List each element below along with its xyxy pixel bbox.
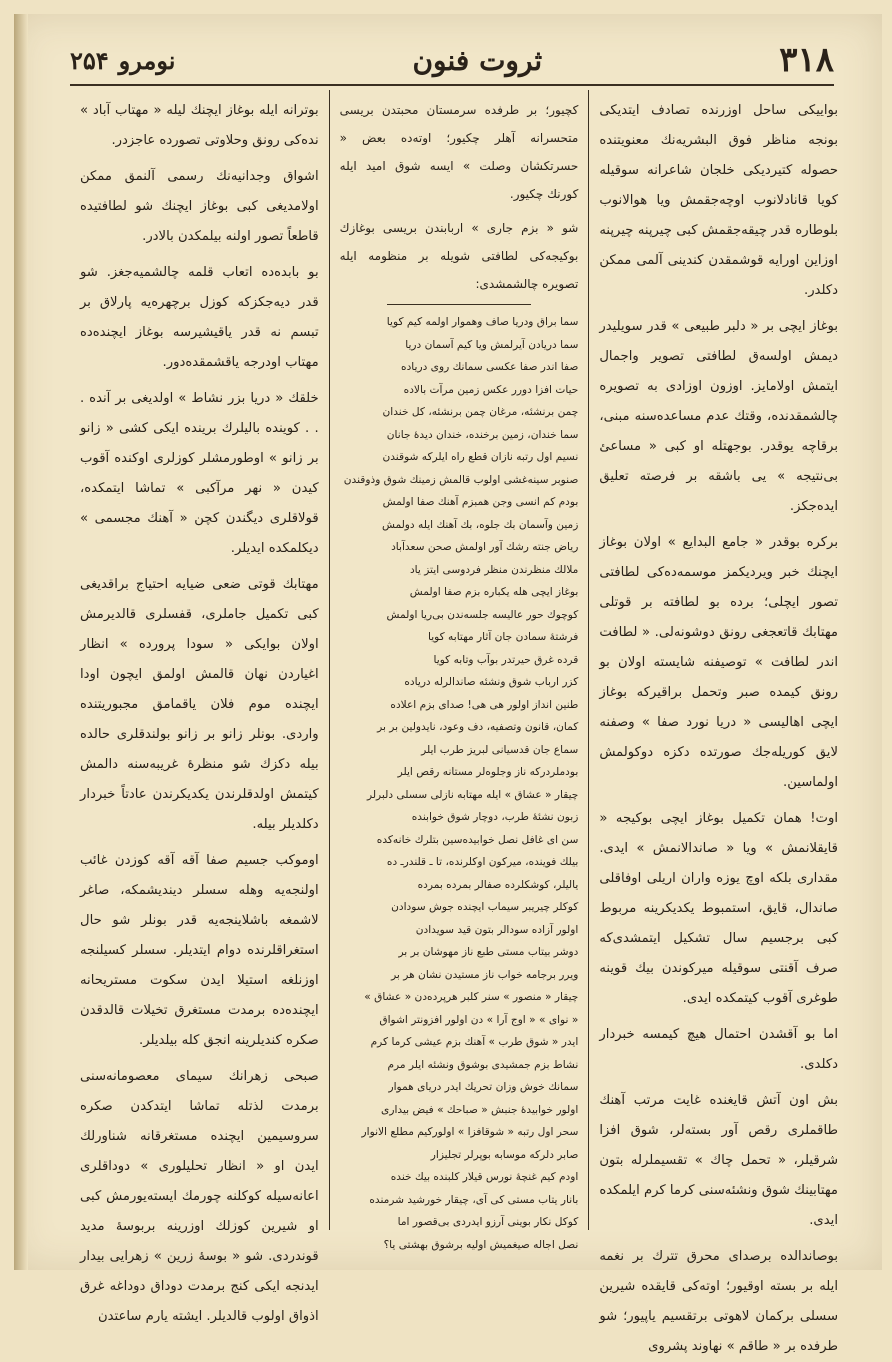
column-middle	[330, 90, 590, 1251]
poem-line: کوکل نکار بوینی آرزو ایدردی بی‌قصور اما	[397, 1216, 579, 1228]
paragraph: مهتابك قوتی ضعی ضیایه احتیاج براقدیغی کبی تکمیل جاملری، قفسلری قالدیرمش اولان بوایکی « سودا پرورده » انظار اغیاردن نهان قالمش اولمق ایچون اودا ایچنده موم فلان یاقمامق مجبوریتنده واردی. بونلر زانو بر زانو بولندقلری حالده بیله دکزك شو منظرهٔ غریبه‌سنه دالمش کیتمش اولدقلرندن یکدیکرندن عادتاً خبردار دکلدیلر بیله.	[79, 577, 319, 832]
poem-line: سن ای غافل نصل خوابیده‌سین بتلرك خانه‌كده	[376, 833, 579, 846]
poem-line: بوغاز ایچی هله یکباره بزم صفا اولمش	[409, 586, 579, 598]
poem-line: زبون نشئهٔ طرب، دوچار شوق خوابنده	[411, 811, 579, 823]
column-left	[70, 90, 330, 1324]
poem-line: سحر اول رتبه « شوقافزا » اولورکیم مطلع الانوار	[361, 1126, 579, 1138]
paragraph: صبحی زهرانك سیمای معصومانه‌سنی برمدت لذتله تماشا ایتدکدن صکره سروسیمین ایچنده مستغرقانه شناورلك ایدن او « انظار تحلیلوری » دوداقلری اعانه‌سیله کوکلنه چورمك ایسته‌یورمش کبی او شیرین کوزلك اوزرینه بربوسهٔ مدید قوندردی. شو « بوسهٔ زرین » زهرایی بیدار ایدنجه ایکی کنج برمدت دوداق دوداغه غرق اذواق اولوب قالدیلر. ایشته یارم ساعتدن	[79, 1069, 319, 1324]
paragraph: شو « بزم جاری » اربابندن بریسی بوغازك بوکیجه‌کی لطافتی شویله بر منظومه ایله تصویره چالشمشدی:	[339, 221, 579, 291]
paragraph: بش اون آتش قایغنده غایت مرتب آهنك طاقملری رقص آور بسته‌لر، شوق افزا شرقیلر، « تحمل چاك » تقسیملرله بتون مهتابینك شوق ونشئه‌سنی کرما کرم ایلمکده ایدی.	[599, 1093, 838, 1228]
poem-line: صنوبر سینه‌غشی اولوب قالمش زمینك شوق وذوقندن	[343, 473, 579, 486]
poem-line: اولور خوابیدهٔ جنبش « صباحك » فیض بیداری	[381, 1103, 579, 1116]
poem-line: کزر ارباب شوق ونشئه صاندالرله دریاده	[404, 676, 579, 688]
paragraph: بو بابده‌ده اتعاب قلمه چالشمیه‌جغز. شو قدر دیه‌جکزکه کوزل برچهره‌یه پارلاق بر تبسم نه قدر یاقیشیرسه بوغاز ایچنده‌ده مهتاب اودرجه یاقشمقده‌دور.	[79, 265, 319, 370]
poem-line: چمن برنشئه، مرغان چمن برنشئه، کل خندان	[382, 406, 579, 418]
page-header	[70, 36, 834, 86]
poem-line: قرده غرق حیرتدر بوآب وتابه کویا	[433, 653, 579, 666]
poem-line: فرشتهٔ سمادن جان آثار مهتابه کویا	[428, 631, 579, 643]
paragraph: بواییکی ساحل اوزرنده تصادف ایتدیکی بونجه مناظر فوق البشریه‌نك معنویتنده حصوله کتیردیکی خلجان شاعرانه سوقیله کویا قانادلانوب اوچه‌جقمش ویا هوالانوب بلوطاره قدر چیقه‌جقمش کبی چیرپنه چیرپنه اوزاین اورایه قوشمقدن کندینی آلمی ممکن دکلدر.	[599, 103, 838, 298]
poem-line: ویرر برجامه خواب ناز مستیدن نشان هر بر	[391, 968, 579, 981]
page-fold-shadow	[14, 14, 28, 1270]
column-right	[589, 90, 848, 1354]
poem-line: سما دریادن آیرلمش ویا کیم آسمان دریا	[405, 338, 579, 351]
poem-line: چیقار « عشاق » ایله مهتابه نازلی سسلی دلبرلر	[366, 788, 579, 801]
poem-line: ملالك منظرندن منظر فردوسی ایتز یاد	[409, 563, 579, 576]
paragraph: اما بو آقشدن احتمال هیچ کیمسه خبردار دکلدی.	[599, 1027, 838, 1072]
poem-line: بانار یتاب مستی کی آی، چیقار خورشید شرمنده	[369, 1193, 579, 1206]
poem-line: ایدر « شوق طرب » آهنك بزم عیشی کرما کرم	[370, 1036, 579, 1048]
poem-line: اولور آزاده سودالر بتون قید سویدادن	[415, 923, 579, 936]
poem-line: صفا اندر صفا عکسی سمانك روی دریاده	[401, 361, 579, 373]
poem-line: یالیلر، کوشکلرده صفالر بمرده بمرده	[417, 878, 579, 891]
poem-line: اودم کیم غنچهٔ نورس قیلار کلبنده بیك خنده	[390, 1171, 579, 1183]
paragraph: بوصاندالده برصدای محرق تترك بر نغمه ایله بر بسته اوقیور؛ اوته‌کی قایقده شیرین سسلی برکمان لاهوتی برتقسیم یاپیور؛ شو طرفده بر « طاقم » نهاوند پشروی	[599, 1249, 838, 1354]
poem-line: نشاط بزم جمشیدی بوشوق ونشئه ایلر مرم	[387, 1058, 579, 1071]
poem-line: چیقار « منصور » سنر کلبر هرپرده‌دن « عشاق »	[364, 991, 579, 1003]
poem-line: حیات افزا دورر عکس زمین مرآت بالاده	[403, 383, 579, 396]
poem-line: بودم کم انسی وجن همبزم آهنك صفا اولمش	[382, 496, 579, 508]
paragraph: برکره بوقدر « جامع البدایع » اولان بوغاز ایچنك خبر ویردیکمز موسمه‌ده‌کی لطافتی تصور ایچلی؛ برده بو لطافته بر قوتلی مهتابك قاتعجغی رونق دوشونه‌لی. « لطافت اندر لطافت » توصیفنه شایسته اولان بو رونق کیمده صبر وتحمل براقیرکه بوغاز ایچی اهالیسی « دریا نورد صفا » وصفنه لایق کوریله‌جك صورتده دکزه دوکولمش اولماسین.	[599, 535, 838, 790]
poem-line: سمانك خوش وزان تحریك ایدر دریای هموار	[388, 1081, 579, 1093]
paragraph: بوترانه ایله بوغاز ایچنك لیله « مهتاب آباد » نده‌کی رونق وحلاوتی تصورده عاجزدر.	[79, 103, 319, 148]
poem-line: نسیم اول رتبه نازان قطع راه ایلرکه شوقندن	[382, 451, 579, 463]
paragraph: کچیور؛ بر طرفده سرمستان محبتدن بریسی متحسرانه آهلر چکیور؛ اوته‌ده بعض « حسرتکشان وصلت » ایسه شوق امید ایله کورنك چکیور.	[339, 103, 579, 201]
poem-line: سماع جان قدسیانی لبریز طرب ایلر	[421, 743, 579, 756]
paragraph: خلقك « دریا بزر نشاط » اولدیغی بر آنده . . . کوینده بالیلرك برینده ایکی کشی « زانو بر زانو » اوطورمشلر کوزلری اوکنده آقوب کیدن « نهر مرآکبی » تماشا ایتمکده، قولاقلری دیگندن کچن « آهنك مجسمی » دیکلمکده ایدیلر.	[79, 391, 319, 556]
poem-line: زمین وآسمان بك جلوه، بك آهنك ایله دولمش	[381, 518, 579, 531]
paragraph: اوموکب جسیم صفا آقه آقه کوزدن غائب اولنجه‌یه وهله سسلر دیندیشمکه، صاغر لاشمغه باشلاینجه‌یه قدر بونلر شو حال استغراقلرنده دوام ایتدیلر. سسلر کسیلنجه اوزنلغه استیلا ایدن سکوت مستریحانه ایچنده‌ده برمدت مستغرق تخیلات قالدقدن صکره کندیلرینه انجق کله بیلدیلر.	[79, 853, 319, 1048]
poem-line: بیلك فوینده، میرکون اوکلرنده، تا ـ قلندرـ ده	[386, 856, 579, 868]
poem-line: دوشر بیتاب مستی طبع ناز مهوشان بر بر	[398, 946, 579, 958]
poem-divider	[387, 304, 530, 305]
issue-label: نومرو	[118, 45, 176, 75]
poem-line: صابر دلرکه موسابه بوپرلر تجلیزار	[430, 1148, 579, 1161]
poem-line: سما خندان، زمین برخنده، خندان دیدهٔ جانان	[386, 428, 579, 441]
poem-line: « نوای » « اوج آرا » دن اولور افزونتر اشواق	[379, 1013, 579, 1026]
poem-line: ریاض جنته رشك آور اولمش صحن سعدآباد	[391, 541, 579, 553]
paragraph: بوغاز ایچی بر « دلبر طبیعی » قدر سویلیدر دیمش اولسه‌ق لطافتی تصویر واجمال ایتمش اولامایز. اوزون اوزادی به تصویره چالشمقدنده، وقتك عدم مساعده‌سنه مبنی، برقاچه یوقدر. بوجهتله او کبی « مساعئ بی‌نتیجه » یی باشقه بر فرصته تعلیق ایده‌جکز.	[599, 319, 838, 514]
poem-line: طنین انداز اولور هی هی! صدای بزم اعلاده	[390, 698, 579, 711]
paragraph: اوت! همان تکمیل بوغاز ایچی بوکیجه « قایقلانمش » ویا « صاندالانمش » ایدی. مقداری بلکه اوچ یوزه واران اریلی اوفاقلی صاندال، قایق، استمبوط یکدیکرینه مربوط کبی برجسیم سال تشکیل ایتمشدی‌که صرف آقنتی سوقیله میرکوندن بیك قوینه طوغری آقوب کیتمکده ایدی.	[599, 811, 838, 1006]
poem-line: کمان، قانون وتصفیه، دف وعود، نایدولین بر بر	[377, 721, 579, 733]
poem-line: نصل اجاله صیغمیش اولیه برشوق بهشتی یا؟	[383, 1238, 579, 1251]
poem-line: کوکلر چیریبر سیماب ایچنده جوش سودادن	[391, 901, 579, 913]
text-columns	[70, 90, 848, 1354]
newspaper-page	[14, 14, 882, 1354]
issue-label-group	[70, 46, 175, 75]
paragraph: اشواق وجدانیه‌نك رسمی آلنمق ممکن اولامدیغی کبی بوغاز ایچنك شو لطافتیده قاطعاً تصور اولنه بیلمکدن بالادر.	[79, 169, 319, 244]
poem	[340, 311, 579, 1256]
page-number: ۳۱۸	[779, 40, 834, 80]
poem-line: سما براق ودریا صاف وهموار اولمه کیم کویا	[386, 316, 579, 328]
issue-number: ۲۵۴	[70, 45, 109, 75]
poem-line: بودملردرکه ناز وجلوه‌لر مستانه رقص ایلر	[397, 766, 579, 778]
poem-line: کوچوك حور عالیسه جلسه‌ندن بی‌ریا اولمش	[386, 608, 579, 621]
magazine-title: ثروت فنون	[412, 43, 543, 77]
